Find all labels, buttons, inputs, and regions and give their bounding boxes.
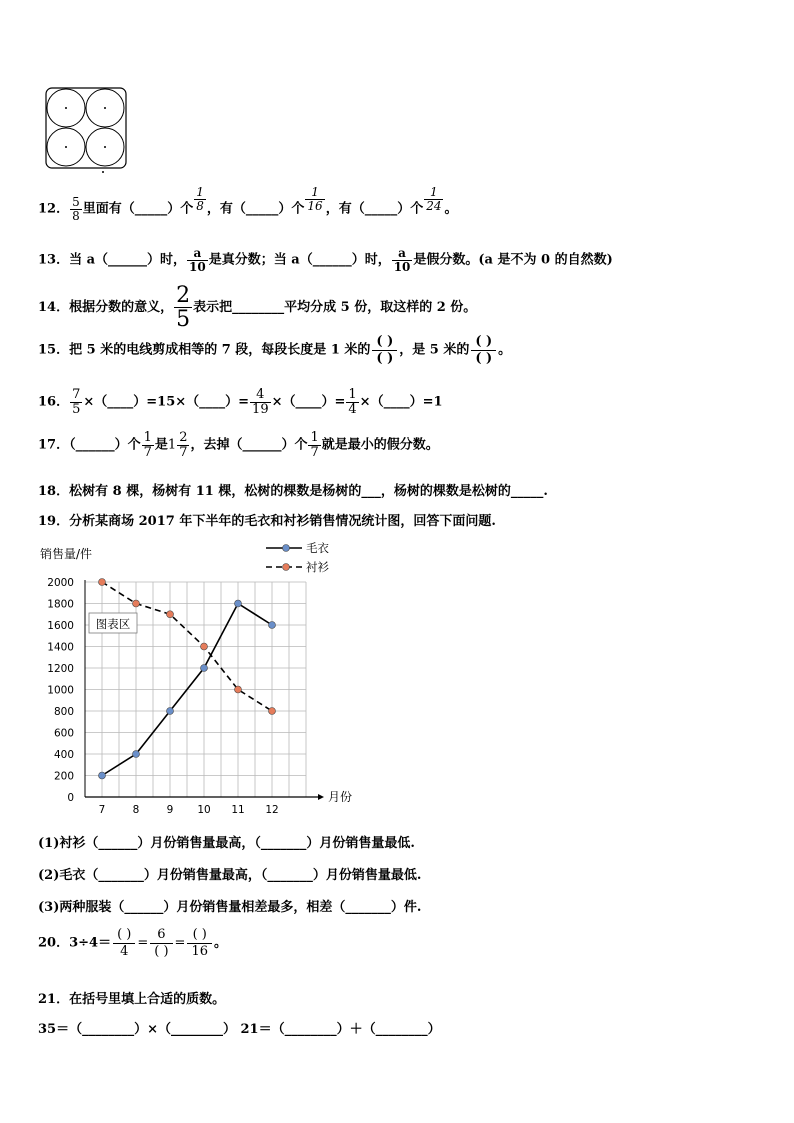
blank-fraction-1[interactable]: $\frac{( )}{( )}$ [372, 334, 397, 366]
legend-label: 毛衣 [306, 541, 329, 555]
legend-marker [283, 564, 290, 571]
legend-marker [283, 545, 290, 552]
question-19: 19．分析某商场 2017 年下半年的毛衣和衬衫销售情况统计图，回答下面问题. [38, 514, 496, 529]
data-point [167, 611, 174, 618]
data-point [133, 751, 140, 758]
x-axis-label: 月份 [328, 790, 353, 804]
sales-line-chart [38, 536, 378, 816]
question-13: 13．当 a（______）时， $\frac{a}{10}$ 是真分数；当 a（______）时， $\frac{a}{10}$ 是假分数。(a 是不为 0 的自然数) [38, 246, 613, 274]
question-17: 17．（______）个 $\frac{1}{7}$ 是1 $\frac{2}{7}$ ，去掉（______）个 $\frac{1}{7}$ 就是最小的假分数。 [38, 430, 439, 460]
data-point [133, 600, 140, 607]
fraction-1-16: $\frac{1}{16}$ [307, 185, 323, 213]
fraction-2-5: $\frac{2}{5}$ [176, 283, 191, 333]
y-tick-label: 0 [67, 792, 74, 804]
fraction-1-24: $\frac{1}{24}$ [426, 185, 442, 213]
y-tick-label: 800 [53, 706, 74, 718]
question-21: 21．在括号里填上合适的质数。 [38, 992, 226, 1007]
fraction-7-5: $\frac{7}{5}$ [72, 387, 81, 417]
y-axis-label: 销售量/件 [40, 547, 93, 561]
data-point [201, 643, 208, 650]
question-15: 15．把 5 米的电线剪成相等的 7 段，每段长度是 1 米的 $\frac{( )}{( )}$ ，是 5 米的 $\frac{( )}{( )}$ 。 [38, 334, 512, 366]
blank-fraction-20-3[interactable]: $\frac{( )}{16}$ [187, 927, 212, 959]
y-tick-label: 1000 [47, 684, 74, 697]
y-tick-label: 400 [53, 749, 74, 761]
question-19-sub-1: (1)衬衫（______）月份销售量最高，（_______）月份销售量最低. [38, 836, 415, 851]
x-tick-label: 11 [231, 804, 245, 816]
x-tick-label: 10 [197, 804, 211, 816]
y-tick-label: 2000 [47, 577, 74, 589]
y-tick-label: 200 [53, 770, 74, 783]
chart-area-label: 图表区 [95, 617, 131, 631]
question-19-sub-3: (3)两种服装（______）月份销售量相差最多，相差（_______）件. [38, 900, 422, 915]
question-18: 18．松树有 8 棵，杨树有 11 棵，松树的棵数是杨树的___，杨树的棵数是松树的_____. [38, 484, 548, 499]
fraction-2-7: $\frac{2}{7}$ [179, 430, 188, 460]
question-21-line: 35＝（________）×（________） 21＝（________）＋（________） [38, 1022, 441, 1037]
fraction-4-19: $\frac{4}{19}$ [252, 387, 269, 417]
x-axis-arrow [318, 794, 324, 800]
data-point [235, 600, 242, 607]
data-point [201, 665, 208, 672]
blank-fraction-20-2[interactable]: $\frac{6}{( )}$ [150, 927, 172, 959]
blank-fraction-2[interactable]: $\frac{( )}{( )}$ [471, 334, 496, 366]
y-tick-label: 1400 [47, 641, 74, 654]
question-12: 12． $\frac{5}{8}$ 里面有（_____）个 $\frac{1}{8}$ ，有（_____）个 $\frac{1}{16}$ ，有（_____）个 $\frac{1}{24}$ 。 [38, 185, 458, 223]
data-point [167, 708, 174, 715]
x-tick-label: 12 [265, 804, 279, 816]
legend-label: 衬衫 [306, 560, 329, 574]
data-point [99, 579, 106, 586]
four-circles-figure [44, 86, 130, 174]
x-tick-label: 9 [166, 804, 174, 816]
y-tick-label: 1200 [47, 663, 74, 675]
y-tick-label: 1800 [47, 598, 74, 611]
data-point [235, 686, 242, 693]
data-point [269, 708, 276, 715]
question-16: 16． $\frac{7}{5}$ ×（____）=15×（____）= $\frac{4}{19}$ ×（____）= $\frac{1}{4}$ ×（____）=1 [38, 387, 443, 417]
y-tick-label: 600 [53, 727, 74, 740]
question-19-sub-2: (2)毛衣（_______）月份销售量最高，（_______）月份销售量最低. [38, 868, 422, 883]
data-point [99, 772, 106, 779]
fraction-1-8: $\frac{1}{8}$ [196, 185, 204, 213]
fraction-5-8: $\frac{5}{8}$ [72, 195, 80, 223]
y-tick-label: 1600 [47, 620, 74, 632]
fraction-1-4: $\frac{1}{4}$ [348, 387, 357, 417]
question-14: 14．根据分数的意义， $\frac{2}{5}$ 表示把________平均分成 5 份，取这样的 2 份。 [38, 283, 477, 333]
blank-fraction-20-1[interactable]: $\frac{( )}{4}$ [113, 927, 135, 959]
question-20: 20．3÷4＝ $\frac{( )}{4}$ = $\frac{6}{( )}$ = $\frac{( )}{16}$ 。 [38, 927, 228, 959]
fraction-a-10-b: $\frac{a}{10}$ [393, 246, 411, 274]
data-point [269, 622, 276, 629]
fraction-1-7: $\frac{1}{7}$ [143, 430, 152, 460]
x-tick-label: 8 [132, 804, 140, 816]
fraction-a-10: $\frac{a}{10}$ [189, 246, 206, 274]
fraction-1-7-b: $\frac{1}{7}$ [310, 430, 319, 460]
x-tick-label: 7 [98, 804, 106, 816]
